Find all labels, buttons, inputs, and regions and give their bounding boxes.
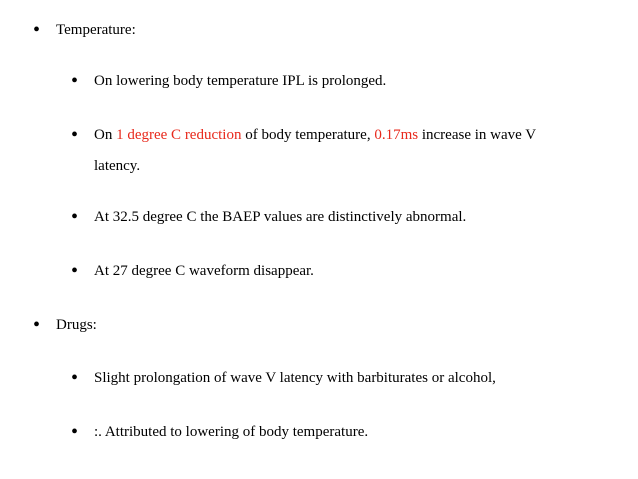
bullet-icon: •: [71, 124, 79, 146]
text-part: increase in wave V: [418, 127, 537, 143]
bullet-icon: •: [71, 367, 79, 389]
text-part: of body temperature,: [241, 127, 375, 143]
bullet-text: [94, 125, 536, 145]
bullet-text: At 32.5 degree C the BAEP values are distinctively abnormal.: [94, 209, 467, 225]
text-part: On: [94, 127, 117, 143]
bullet-icon: •: [71, 206, 79, 228]
highlight-degree-reduction: 1 degree C reduction: [116, 127, 242, 143]
bullet-continuation: latency.: [94, 158, 141, 174]
bullet-text: On lowering body temperature IPL is prolonged.: [94, 73, 387, 89]
bullet-icon: •: [71, 421, 79, 443]
bullet-icon: •: [71, 70, 79, 92]
bullet-text: :. Attributed to lowering of body temperature.: [94, 424, 369, 440]
bullet-text: Drugs:: [56, 317, 97, 333]
bullet-text: At 27 degree C waveform disappear.: [94, 263, 314, 279]
bullet-icon: •: [71, 260, 79, 282]
bullet-icon: •: [33, 314, 41, 336]
bullet-text: Slight prolongation of wave V latency with barbiturates or alcohol,: [94, 370, 496, 386]
bullet-text: Temperature:: [56, 22, 136, 38]
highlight-latency-value: 0.17ms: [374, 127, 419, 143]
bullet-icon: •: [33, 19, 41, 41]
